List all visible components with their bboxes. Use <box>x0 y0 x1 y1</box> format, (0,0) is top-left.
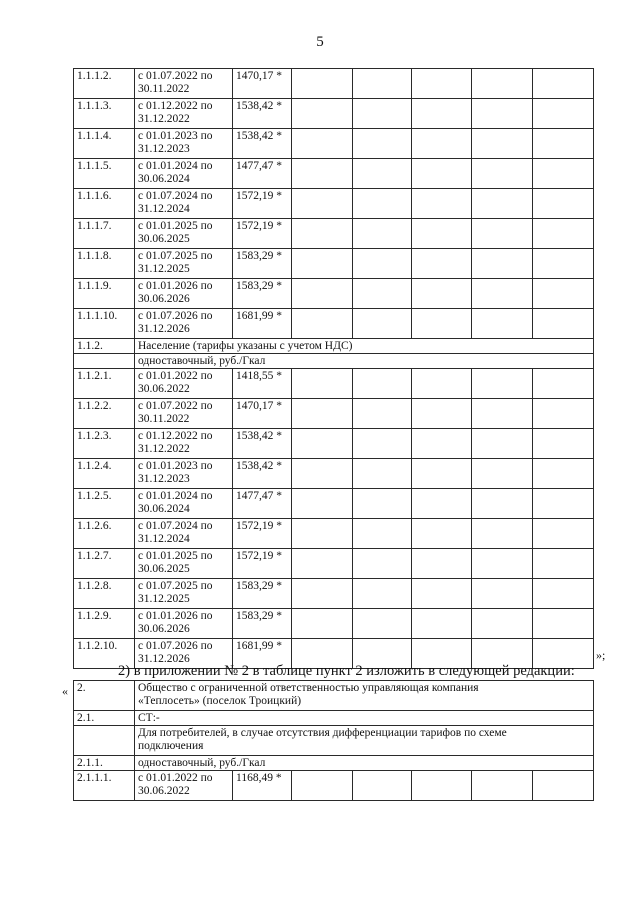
empty-cell <box>292 519 353 549</box>
empty-cell <box>472 219 533 249</box>
period-cell <box>135 189 233 219</box>
row-number: 1.1.1.5. <box>74 159 135 189</box>
row-number <box>74 726 135 756</box>
page-number: 5 <box>316 34 324 50</box>
tariff-value: 1583,29 * <box>233 579 292 609</box>
empty-cell <box>292 129 353 159</box>
period-start: с 01.01.2024 по <box>138 490 213 502</box>
period-end: 30.06.2025 <box>138 563 190 575</box>
empty-cell <box>472 429 533 459</box>
period-end: 30.06.2024 <box>138 173 190 185</box>
empty-cell <box>412 771 472 801</box>
empty-cell <box>533 429 594 459</box>
period-start: с 01.07.2024 по <box>138 520 213 532</box>
period-cell <box>135 519 233 549</box>
tariff-value: 1470,17 * <box>233 69 292 99</box>
empty-cell <box>412 279 472 309</box>
row-number: 1.1.2.6. <box>74 519 135 549</box>
period-cell <box>135 159 233 189</box>
section-title <box>135 681 594 711</box>
row-number: 1.1.2.8. <box>74 579 135 609</box>
empty-cell <box>292 369 353 399</box>
row-number: 1.1.1.6. <box>74 189 135 219</box>
period-cell <box>135 369 233 399</box>
empty-cell <box>533 609 594 639</box>
row-number: 1.1.2.9. <box>74 609 135 639</box>
table-row <box>74 489 594 519</box>
period-start: с 01.01.2022 по <box>138 772 213 784</box>
table-row <box>74 99 594 129</box>
empty-cell <box>353 459 412 489</box>
empty-cell <box>472 159 533 189</box>
row-number: 1.1.1.9. <box>74 279 135 309</box>
period-cell <box>135 549 233 579</box>
period-start: с 01.07.2022 по <box>138 70 213 82</box>
empty-cell <box>353 399 412 429</box>
period-start: с 01.01.2026 по <box>138 280 213 292</box>
empty-cell <box>533 579 594 609</box>
empty-cell <box>533 309 594 339</box>
period-start: с 01.07.2024 по <box>138 190 213 202</box>
empty-cell <box>472 249 533 279</box>
row-number: 1.1.1.10. <box>74 309 135 339</box>
period-end: 31.12.2024 <box>138 203 190 215</box>
empty-cell <box>533 99 594 129</box>
closing-quote: »; <box>596 648 606 662</box>
period-end: 31.12.2025 <box>138 593 190 605</box>
empty-cell <box>353 189 412 219</box>
period-cell <box>135 69 233 99</box>
empty-cell <box>472 489 533 519</box>
period-end: 31.12.2025 <box>138 263 190 275</box>
empty-cell <box>533 459 594 489</box>
empty-cell <box>353 609 412 639</box>
empty-cell <box>292 279 353 309</box>
table-row <box>74 579 594 609</box>
row-number: 2.1.1.1. <box>74 771 135 801</box>
tariff-value: 1572,19 * <box>233 219 292 249</box>
empty-cell <box>472 279 533 309</box>
section-title: одноставочный, руб./Гкал <box>135 756 594 771</box>
empty-cell <box>412 429 472 459</box>
period-cell <box>135 399 233 429</box>
empty-cell <box>472 189 533 219</box>
period-end: 31.12.2023 <box>138 143 190 155</box>
section-title: одноставочный, руб./Гкал <box>135 354 594 369</box>
empty-cell <box>472 369 533 399</box>
empty-cell <box>472 399 533 429</box>
row-number: 1.1.2. <box>74 339 135 354</box>
tariff-value: 1583,29 * <box>233 249 292 279</box>
tariff-value: 1538,42 * <box>233 99 292 129</box>
empty-cell <box>412 489 472 519</box>
empty-cell <box>292 309 353 339</box>
empty-cell <box>292 219 353 249</box>
tariff-value: 1477,47 * <box>233 489 292 519</box>
empty-cell <box>533 219 594 249</box>
table-row <box>74 219 594 249</box>
period-end: 31.12.2024 <box>138 533 190 545</box>
period-start: с 01.01.2026 по <box>138 610 213 622</box>
empty-cell <box>412 399 472 429</box>
empty-cell <box>472 459 533 489</box>
empty-cell <box>533 159 594 189</box>
row-number: 1.1.1.8. <box>74 249 135 279</box>
empty-cell <box>533 519 594 549</box>
empty-cell <box>472 609 533 639</box>
empty-cell <box>292 189 353 219</box>
table-row <box>74 726 594 756</box>
empty-cell <box>353 369 412 399</box>
empty-cell <box>472 771 533 801</box>
period-end: 31.12.2022 <box>138 443 190 455</box>
empty-cell <box>353 771 412 801</box>
empty-cell <box>292 459 353 489</box>
section-title-line: подключения <box>138 740 204 752</box>
period-end: 30.06.2022 <box>138 383 190 395</box>
empty-cell <box>292 579 353 609</box>
empty-cell <box>353 69 412 99</box>
empty-cell <box>353 129 412 159</box>
empty-cell <box>353 549 412 579</box>
opening-quote: « <box>62 684 68 698</box>
empty-cell <box>412 549 472 579</box>
table-row <box>74 609 594 639</box>
table-row <box>74 279 594 309</box>
table-row <box>74 429 594 459</box>
section-title: СТ:- <box>135 711 594 726</box>
period-cell <box>135 489 233 519</box>
empty-cell <box>412 459 472 489</box>
table-row <box>74 711 594 726</box>
empty-cell <box>292 771 353 801</box>
tariff-value: 1538,42 * <box>233 129 292 159</box>
period-end: 30.06.2025 <box>138 233 190 245</box>
empty-cell <box>412 369 472 399</box>
tariff-value: 1572,19 * <box>233 189 292 219</box>
empty-cell <box>412 99 472 129</box>
row-number: 2. <box>74 681 135 711</box>
table-row <box>74 549 594 579</box>
table-row <box>74 189 594 219</box>
period-cell <box>135 279 233 309</box>
period-cell <box>135 429 233 459</box>
empty-cell <box>292 69 353 99</box>
period-end: 31.12.2022 <box>138 113 190 125</box>
empty-cell <box>412 579 472 609</box>
table-row <box>74 249 594 279</box>
period-start: с 01.01.2025 по <box>138 220 213 232</box>
period-start: с 01.07.2025 по <box>138 580 213 592</box>
row-number: 1.1.1.4. <box>74 129 135 159</box>
empty-cell <box>353 519 412 549</box>
period-start: с 01.07.2026 по <box>138 310 213 322</box>
period-start: с 01.01.2025 по <box>138 550 213 562</box>
section-title <box>135 726 594 756</box>
period-cell <box>135 219 233 249</box>
tariff-value: 1538,42 * <box>233 459 292 489</box>
empty-cell <box>472 69 533 99</box>
row-number: 1.1.2.2. <box>74 399 135 429</box>
period-start: с 01.01.2023 по <box>138 460 213 472</box>
period-start: с 01.07.2026 по <box>138 640 213 652</box>
empty-cell <box>412 519 472 549</box>
period-start: с 01.01.2024 по <box>138 160 213 172</box>
period-start: с 01.12.2022 по <box>138 430 213 442</box>
empty-cell <box>353 429 412 459</box>
period-cell <box>135 459 233 489</box>
empty-cell <box>472 99 533 129</box>
section-title-line: Общество с ограниченной ответственностью управляющая компания <box>138 682 479 694</box>
section-title: Население (тарифы указаны с учетом НДС) <box>135 339 594 354</box>
table-row <box>74 369 594 399</box>
empty-cell <box>472 519 533 549</box>
row-number: 1.1.2.10. <box>74 639 135 669</box>
row-number: 1.1.2.4. <box>74 459 135 489</box>
tariff-value: 1572,19 * <box>233 519 292 549</box>
period-cell <box>135 579 233 609</box>
empty-cell <box>353 219 412 249</box>
empty-cell <box>533 399 594 429</box>
table-row <box>74 399 594 429</box>
tariff-value: 1168,49 * <box>233 771 292 801</box>
empty-cell <box>412 69 472 99</box>
period-end: 31.12.2026 <box>138 323 190 335</box>
empty-cell <box>412 609 472 639</box>
period-start: с 01.12.2022 по <box>138 100 213 112</box>
period-end: 30.11.2022 <box>138 413 190 425</box>
table-row <box>74 309 594 339</box>
empty-cell <box>472 549 533 579</box>
empty-cell <box>533 549 594 579</box>
empty-cell <box>412 219 472 249</box>
table-row <box>74 519 594 549</box>
period-cell <box>135 771 233 801</box>
period-end: 31.12.2023 <box>138 473 190 485</box>
tariff-table-continuation <box>73 68 594 669</box>
table-row <box>74 129 594 159</box>
tariff-table-item-2 <box>73 680 594 801</box>
empty-cell <box>353 489 412 519</box>
row-number: 1.1.1.2. <box>74 69 135 99</box>
period-cell <box>135 249 233 279</box>
period-end: 30.06.2026 <box>138 293 190 305</box>
row-number <box>74 354 135 369</box>
section-title-line: «Теплосеть» (поселок Троицкий) <box>138 695 302 707</box>
empty-cell <box>292 429 353 459</box>
empty-cell <box>533 189 594 219</box>
empty-cell <box>412 189 472 219</box>
empty-cell <box>533 771 594 801</box>
period-start: с 01.07.2025 по <box>138 250 213 262</box>
empty-cell <box>533 129 594 159</box>
tariff-value: 1583,29 * <box>233 279 292 309</box>
row-number: 2.1. <box>74 711 135 726</box>
period-cell <box>135 609 233 639</box>
empty-cell <box>412 309 472 339</box>
amendment-instruction: 2) в приложении № 2 в таблице пункт 2 изложить в следующей редакции: <box>118 663 575 679</box>
tariff-value: 1418,55 * <box>233 369 292 399</box>
period-end: 30.06.2026 <box>138 623 190 635</box>
empty-cell <box>472 309 533 339</box>
period-cell <box>135 129 233 159</box>
section-title-line: Для потребителей, в случае отсутствия дифференциации тарифов по схеме <box>138 727 507 739</box>
empty-cell <box>472 579 533 609</box>
tariff-value: 1477,47 * <box>233 159 292 189</box>
row-number: 1.1.2.5. <box>74 489 135 519</box>
empty-cell <box>353 279 412 309</box>
row-number: 2.1.1. <box>74 756 135 771</box>
empty-cell <box>412 159 472 189</box>
empty-cell <box>472 129 533 159</box>
tariff-value: 1681,99 * <box>233 309 292 339</box>
table-row <box>74 159 594 189</box>
tariff-value: 1681,99 * <box>233 639 292 669</box>
empty-cell <box>353 249 412 279</box>
row-number: 1.1.2.7. <box>74 549 135 579</box>
empty-cell <box>412 249 472 279</box>
row-number: 1.1.1.3. <box>74 99 135 129</box>
period-cell <box>135 99 233 129</box>
empty-cell <box>533 369 594 399</box>
empty-cell <box>292 159 353 189</box>
period-start: с 01.01.2023 по <box>138 130 213 142</box>
row-number: 1.1.1.7. <box>74 219 135 249</box>
table-row <box>74 339 594 354</box>
empty-cell <box>533 279 594 309</box>
tariff-value: 1583,29 * <box>233 609 292 639</box>
period-end: 30.06.2022 <box>138 785 190 797</box>
empty-cell <box>353 309 412 339</box>
period-end: 31.12.2026 <box>138 653 190 665</box>
table-row <box>74 69 594 99</box>
empty-cell <box>412 129 472 159</box>
empty-cell <box>292 609 353 639</box>
empty-cell <box>533 249 594 279</box>
table-row <box>74 756 594 771</box>
empty-cell <box>292 249 353 279</box>
table-row <box>74 354 594 369</box>
period-start: с 01.07.2022 по <box>138 400 213 412</box>
empty-cell <box>292 399 353 429</box>
empty-cell <box>353 99 412 129</box>
table-row <box>74 771 594 801</box>
empty-cell <box>292 99 353 129</box>
empty-cell <box>292 549 353 579</box>
row-number: 1.1.2.3. <box>74 429 135 459</box>
table-row <box>74 459 594 489</box>
empty-cell <box>533 489 594 519</box>
empty-cell <box>533 69 594 99</box>
empty-cell <box>353 579 412 609</box>
tariff-value: 1572,19 * <box>233 549 292 579</box>
row-number: 1.1.2.1. <box>74 369 135 399</box>
period-end: 30.11.2022 <box>138 83 190 95</box>
empty-cell <box>353 159 412 189</box>
period-cell <box>135 309 233 339</box>
tariff-value: 1538,42 * <box>233 429 292 459</box>
period-end: 30.06.2024 <box>138 503 190 515</box>
table-row <box>74 681 594 711</box>
tariff-value: 1470,17 * <box>233 399 292 429</box>
empty-cell <box>292 489 353 519</box>
period-start: с 01.01.2022 по <box>138 370 213 382</box>
